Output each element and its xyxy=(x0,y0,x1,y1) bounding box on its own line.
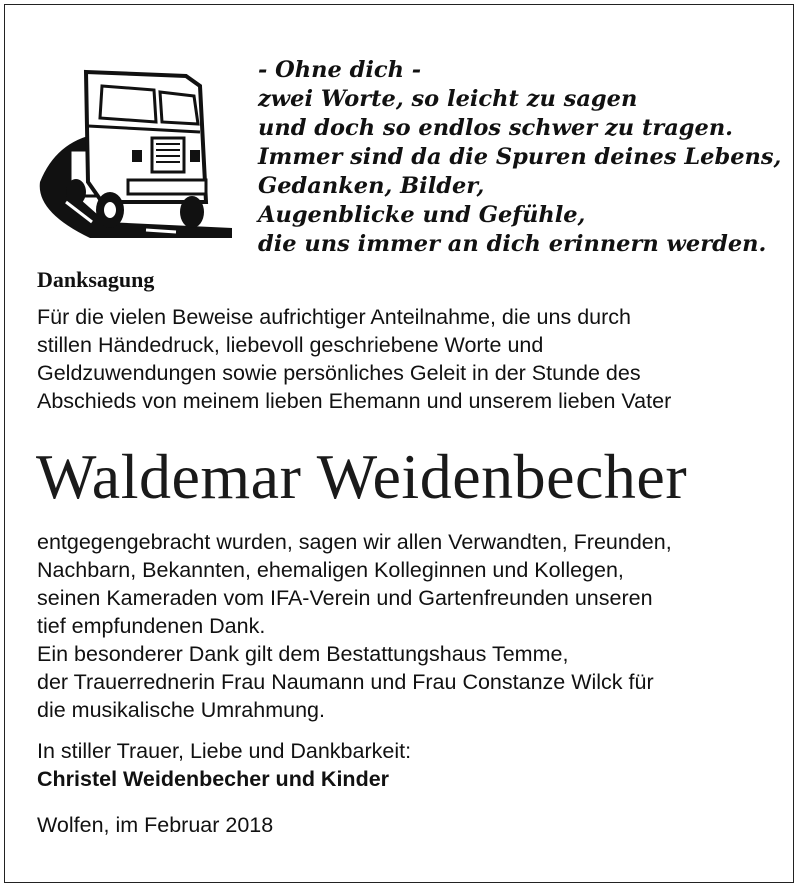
thanks-line: Nachbarn, Bekannten, ehemaligen Kolleginnen und Kollegen, xyxy=(37,558,624,582)
poem xyxy=(258,56,782,259)
thanks-line: die musikalische Umrahmung. xyxy=(37,698,325,722)
thanks-line: seinen Kameraden vom IFA-Verein und Gartenfreunden unseren xyxy=(37,586,653,610)
poem-line: Augenblicke und Gefühle, xyxy=(258,202,586,228)
poem-line: Gedanken, Bilder, xyxy=(258,173,485,199)
closing-line: In stiller Trauer, Liebe und Dankbarkeit: xyxy=(37,739,412,763)
thanks-line: entgegengebracht wurden, sagen wir allen Verwandten, Freunden, xyxy=(37,530,672,554)
notice-heading: Danksagung xyxy=(37,267,155,292)
thanks-line: Ein besonderer Dank gilt dem Bestattungshaus Temme, xyxy=(37,642,569,666)
place-date: Wolfen, im Februar 2018 xyxy=(37,813,274,837)
poem-line: Immer sind da die Spuren deines Lebens, xyxy=(258,144,782,170)
thanks-line: der Trauerrednerin Frau Naumann und Frau Constanze Wilck für xyxy=(37,670,654,694)
poem-line: die uns immer an dich erinnern werden. xyxy=(258,231,767,257)
thanks-line: tief empfundenen Dank. xyxy=(37,614,266,638)
intro-line: stillen Händedruck, liebevoll geschriebene Worte und xyxy=(37,333,544,357)
poem-line: und doch so endlos schwer zu tragen. xyxy=(258,115,734,141)
deceased-name: Waldemar Weidenbecher xyxy=(36,441,688,512)
poem-line: - Ohne dich - xyxy=(258,57,422,83)
intro-line: Abschieds von meinem lieben Ehemann und unserem lieben Vater xyxy=(37,389,672,413)
truck-icon xyxy=(36,62,236,242)
intro-line: Geldzuwendungen sowie persönliches Geleit in der Stunde des xyxy=(37,361,641,385)
signer: Christel Weidenbecher und Kinder xyxy=(37,767,390,791)
intro-paragraph xyxy=(37,303,777,415)
closing xyxy=(37,737,777,793)
poem-line: zwei Worte, so leicht zu sagen xyxy=(258,86,638,112)
intro-line: Für die vielen Beweise aufrichtiger Anteilnahme, die uns durch xyxy=(37,305,631,329)
thanks-paragraph xyxy=(37,528,777,724)
